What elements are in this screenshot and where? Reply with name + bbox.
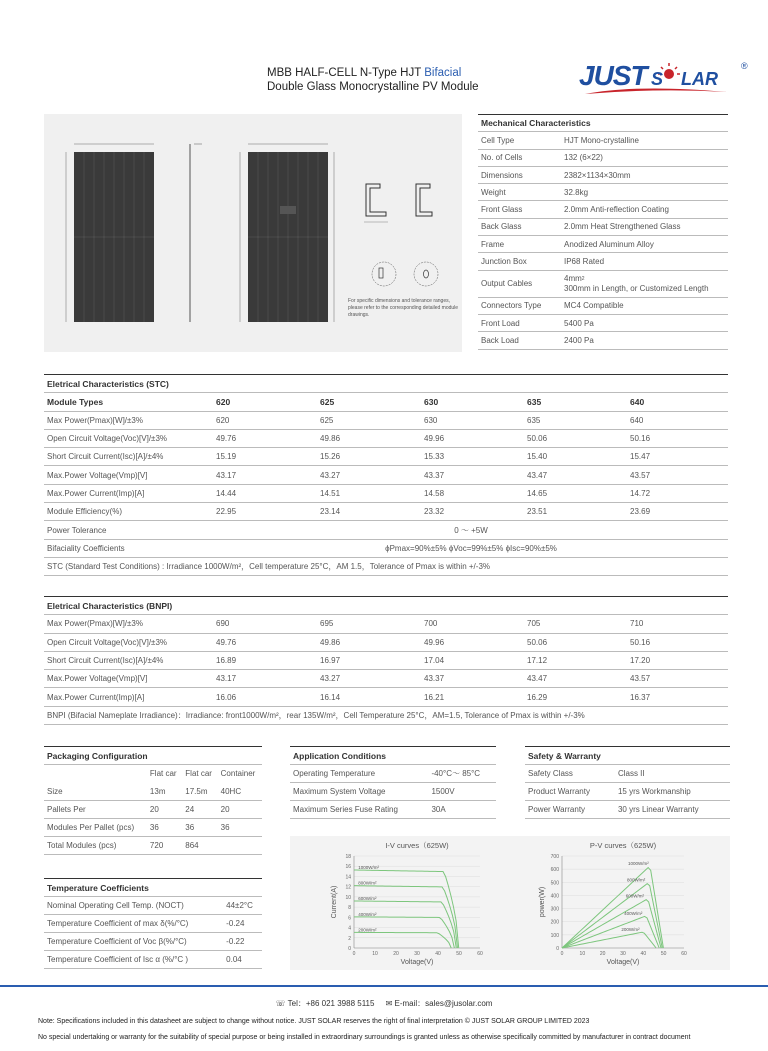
stc-cell: 43.47 bbox=[525, 466, 628, 484]
phone-text: Tel：+86 021 3988 5115 bbox=[287, 999, 375, 1008]
stc-header: Module Types bbox=[44, 393, 214, 411]
x-axis-label: Voltage(V) bbox=[606, 959, 640, 966]
bnpi-cell: 710 bbox=[628, 615, 728, 633]
bnpi-row bbox=[44, 651, 728, 669]
mech-value: 32.8kg bbox=[562, 184, 728, 201]
bnpi-note: BNPI (Bifacial Nameplate Irradiance)：Irradiance: front1000W/m²，rear 135W/m²，Cell Temperature 25°C，AM=1.5, Tolerance of Pmax is within +/-3% bbox=[44, 706, 728, 724]
safety-value: 15 yrs Workmanship bbox=[615, 783, 730, 801]
bnpi-label: Max.Power Voltage(Vmp)[V] bbox=[44, 670, 214, 688]
svg-text:JUST: JUST bbox=[579, 60, 647, 91]
stc-cell: 43.27 bbox=[318, 466, 422, 484]
y-tick-label: 14 bbox=[345, 874, 351, 881]
stc-cell: 15.19 bbox=[214, 448, 318, 466]
phone-icon: ☏ bbox=[275, 999, 286, 1008]
mech-label: Frame bbox=[478, 236, 562, 253]
safety-label: Product Warranty bbox=[525, 783, 615, 801]
stc-cell: 43.57 bbox=[628, 466, 728, 484]
stc-label: Open Circuit Voltage(Voc)[V]/±3% bbox=[44, 429, 214, 447]
electrical-bnpi-table bbox=[44, 596, 728, 725]
app-label: Operating Temperature bbox=[290, 765, 428, 783]
stc-cell: 49.96 bbox=[422, 429, 525, 447]
packaging-configuration bbox=[44, 746, 262, 855]
app-value: -40°C～ 85°C bbox=[428, 765, 496, 783]
power-tolerance-value: 0 ～ +5W bbox=[214, 521, 728, 539]
bnpi-cell: 17.04 bbox=[422, 651, 525, 669]
stc-cell: 15.40 bbox=[525, 448, 628, 466]
bnpi-cell: 705 bbox=[525, 615, 628, 633]
chart-title: P-V curves（625W) bbox=[589, 841, 657, 850]
stc-header: 635 bbox=[525, 393, 628, 411]
bnpi-cell: 43.47 bbox=[525, 670, 628, 688]
stc-label: Bifaciality Coefficients bbox=[44, 539, 214, 557]
series-line bbox=[354, 901, 456, 948]
y-tick-label: 12 bbox=[345, 884, 351, 891]
stc-row bbox=[44, 484, 728, 502]
bnpi-cell: 17.20 bbox=[628, 651, 728, 669]
mech-label: Junction Box bbox=[478, 253, 562, 270]
stc-title: Eletrical Characteristics (STC) bbox=[44, 375, 728, 393]
module-drawings bbox=[44, 114, 462, 352]
footer-divider bbox=[0, 985, 768, 987]
stc-cell: 14.44 bbox=[214, 484, 318, 502]
temp-label: Temperature Coefficient of Voc β(%/°C) bbox=[44, 933, 223, 951]
mech-value: Anodized Aluminum Alloy bbox=[562, 236, 728, 253]
pack-cell: 20 bbox=[218, 801, 262, 819]
x-axis-label: Voltage(V) bbox=[400, 959, 434, 966]
bnpi-cell: 16.37 bbox=[628, 688, 728, 706]
bnpi-label: Short Circuit Current(Isc)[A]/±4% bbox=[44, 651, 214, 669]
stc-cell: 15.33 bbox=[422, 448, 525, 466]
bnpi-title: Eletrical Characteristics (BNPI) bbox=[44, 597, 728, 615]
stc-cell: 23.51 bbox=[525, 503, 628, 521]
bnpi-cell: 16.89 bbox=[214, 651, 318, 669]
bnpi-cell: 49.96 bbox=[422, 633, 525, 651]
bnpi-cell: 16.21 bbox=[422, 688, 525, 706]
temp-value: 44±2°C bbox=[223, 897, 262, 915]
pack-col-header: Flat car bbox=[185, 769, 212, 779]
bnpi-cell: 700 bbox=[422, 615, 525, 633]
bnpi-label: Open Circuit Voltage(Voc)[V]/±3% bbox=[44, 633, 214, 651]
datasheet-title-line1: MBB HALF-CELL N-Type HJT Bifacial bbox=[267, 67, 462, 79]
stc-cell: 15.47 bbox=[628, 448, 728, 466]
pack-col-header: Flat car bbox=[149, 769, 177, 779]
safety-value: 30 yrs Linear Warranty bbox=[615, 801, 730, 819]
pack-label: Pallets Per bbox=[44, 801, 147, 819]
series-label: 800W/m² bbox=[627, 877, 646, 883]
x-tick-label: 0 bbox=[560, 951, 564, 957]
bifaciality-value: ϕPmax=90%±5% ϕVoc=99%±5% ϕIsc=90%±5% bbox=[214, 539, 728, 557]
stc-cell: 49.86 bbox=[318, 429, 422, 447]
y-tick-label: 100 bbox=[550, 932, 559, 939]
bnpi-cell: 43.37 bbox=[422, 670, 525, 688]
mech-value: 5400 Pa bbox=[562, 314, 728, 331]
series-label: 200W/m² bbox=[621, 926, 640, 932]
y-tick-label: 10 bbox=[345, 894, 351, 901]
y-tick-label: 400 bbox=[550, 893, 559, 900]
bnpi-cell: 43.17 bbox=[214, 670, 318, 688]
stc-cell: 23.32 bbox=[422, 503, 525, 521]
x-tick-label: 10 bbox=[372, 951, 378, 957]
stc-header: 640 bbox=[628, 393, 728, 411]
stc-cell: 50.06 bbox=[525, 429, 628, 447]
contact-info bbox=[0, 998, 768, 1009]
bnpi-cell: 50.16 bbox=[628, 633, 728, 651]
pack-cell bbox=[218, 837, 262, 855]
stc-cell: 43.37 bbox=[422, 466, 525, 484]
pack-cell: 40HC bbox=[218, 783, 262, 801]
mech-label: No. of Cells bbox=[478, 149, 562, 166]
temperature-title: Temperature Coefficients bbox=[44, 879, 262, 897]
bnpi-cell: 50.06 bbox=[525, 633, 628, 651]
series-label: 1000W/m² bbox=[358, 865, 379, 871]
mech-label: Output Cables bbox=[478, 270, 562, 297]
stc-row bbox=[44, 521, 728, 539]
y-tick-label: 600 bbox=[550, 867, 559, 874]
stc-cell: 630 bbox=[422, 411, 525, 429]
iv-pv-charts bbox=[290, 836, 730, 970]
pack-col-header bbox=[44, 765, 147, 783]
pack-cell: 720 bbox=[147, 837, 182, 855]
stc-row bbox=[44, 466, 728, 484]
y-tick-label: 8 bbox=[348, 905, 351, 912]
mech-label: Connectors Type bbox=[478, 297, 562, 314]
safety-label: Power Warranty bbox=[525, 801, 615, 819]
y-tick-label: 300 bbox=[550, 906, 559, 913]
stc-header: 620 bbox=[214, 393, 318, 411]
x-tick-label: 50 bbox=[456, 951, 462, 957]
svg-text:®: ® bbox=[741, 61, 748, 71]
x-tick-label: 20 bbox=[599, 951, 606, 957]
y-tick-label: 500 bbox=[550, 880, 559, 887]
stc-cell: 23.69 bbox=[628, 503, 728, 521]
temperature-coefficients bbox=[44, 878, 262, 969]
pack-cell: 36 bbox=[147, 819, 182, 837]
stc-label: Short Circuit Current(Isc)[A]/±4% bbox=[44, 448, 214, 466]
x-tick-label: 10 bbox=[579, 951, 586, 957]
stc-cell: 22.95 bbox=[214, 503, 318, 521]
stc-cell: 15.26 bbox=[318, 448, 422, 466]
bnpi-label: Max.Power Current(Imp)[A] bbox=[44, 688, 214, 706]
app-label: Maximum System Voltage bbox=[290, 783, 428, 801]
y-axis-label: power(W) bbox=[539, 886, 546, 918]
pack-cell: 36 bbox=[182, 819, 217, 837]
pack-label: Modules Per Pallet (pcs) bbox=[44, 819, 147, 837]
mech-value: 2400 Pa bbox=[562, 332, 728, 349]
bnpi-cell: 16.06 bbox=[214, 688, 318, 706]
bnpi-row bbox=[44, 670, 728, 688]
stc-cell: 23.14 bbox=[318, 503, 422, 521]
stc-cell: 43.17 bbox=[214, 466, 318, 484]
stc-row bbox=[44, 429, 728, 447]
stc-row bbox=[44, 503, 728, 521]
datasheet-title-line2: Double Glass Monocrystalline PV Module bbox=[267, 81, 479, 93]
footer-note-2: No special undertaking or warranty for the suitability of special purpose or being installed in extraordinary surroundings is granted unless as otherwise specifically committed by manufacturer in contract document bbox=[38, 1034, 691, 1041]
svg-text:LAR: LAR bbox=[681, 69, 718, 89]
bnpi-row bbox=[44, 615, 728, 633]
app-value: 1500V bbox=[428, 783, 496, 801]
series-label: 800W/m² bbox=[358, 880, 377, 886]
x-tick-label: 30 bbox=[620, 951, 626, 957]
x-tick-label: 40 bbox=[640, 951, 647, 957]
stc-row bbox=[44, 448, 728, 466]
y-axis-label: Current(A) bbox=[331, 885, 338, 919]
series-line bbox=[562, 900, 661, 948]
stc-cell: 49.76 bbox=[214, 429, 318, 447]
mech-value: 2.0mm Anti-reflection Coating bbox=[562, 201, 728, 218]
y-tick-label: 4 bbox=[348, 925, 351, 932]
y-tick-label: 6 bbox=[348, 915, 351, 922]
footer-note-1: Note: Specifications included in this datasheet are subject to change without notice. JUST SOLAR reserves the right of final interpretation © JUST SOLAR GROUP LIMITED 2023 bbox=[38, 1018, 590, 1025]
pack-label: Total Modules (pcs) bbox=[44, 837, 147, 855]
pack-col-header: Container bbox=[220, 769, 256, 779]
bnpi-cell: 43.57 bbox=[628, 670, 728, 688]
series-label: 400W/m² bbox=[358, 911, 377, 917]
stc-cell: 620 bbox=[214, 411, 318, 429]
stc-cell: 14.65 bbox=[525, 484, 628, 502]
mech-label: Weight bbox=[478, 184, 562, 201]
pack-cell: 20 bbox=[147, 801, 182, 819]
pack-cell: 36 bbox=[218, 819, 262, 837]
stc-label: Max Power(Pmax)[W]/±3% bbox=[44, 411, 214, 429]
mech-value: IP68 Rated bbox=[562, 253, 728, 270]
application-conditions bbox=[290, 746, 496, 819]
safety-label: Safety Class bbox=[525, 765, 615, 783]
bnpi-cell: 16.97 bbox=[318, 651, 422, 669]
stc-cell: 625 bbox=[318, 411, 422, 429]
bnpi-cell: 690 bbox=[214, 615, 318, 633]
email-text: E-mail：sales@jusolar.com bbox=[394, 999, 493, 1008]
bnpi-cell: 17.12 bbox=[525, 651, 628, 669]
mech-value: 132 (6×22) bbox=[562, 149, 728, 166]
temp-label: Temperature Coefficient of Isc α (%/°C ) bbox=[44, 951, 223, 969]
stc-note: STC (Standard Test Conditions) : Irradiance 1000W/m²，Cell temperature 25°C，AM 1.5，Tolerance of Pmax is within +/-3% bbox=[44, 557, 728, 575]
stc-label: Max.Power Voltage(Vmp)[V] bbox=[44, 466, 214, 484]
pack-label: Size bbox=[44, 783, 147, 801]
application-title: Application Conditions bbox=[290, 747, 496, 765]
safety-value: Class II bbox=[615, 765, 730, 783]
temp-label: Temperature Coefficient of max δ(%/°C) bbox=[44, 915, 223, 933]
stc-header: 625 bbox=[318, 393, 422, 411]
y-tick-label: 0 bbox=[556, 946, 559, 952]
y-tick-label: 700 bbox=[550, 854, 559, 860]
svg-text:S: S bbox=[651, 69, 664, 89]
drawing-note: For specific dimensions and tolerance ranges, please refer to the corresponding detailed module drawings. bbox=[348, 298, 459, 318]
mech-value: 2382×1134×30mm bbox=[562, 166, 728, 183]
pack-cell: 24 bbox=[182, 801, 217, 819]
y-tick-label: 2 bbox=[348, 935, 351, 942]
x-tick-label: 50 bbox=[660, 951, 667, 957]
app-value: 30A bbox=[428, 801, 496, 819]
temp-label: Nominal Operating Cell Temp. (NOCT) bbox=[44, 897, 223, 915]
temp-value: 0.04 bbox=[223, 951, 262, 969]
mech-value: 2.0mm Heat Strengthened Glass bbox=[562, 218, 728, 235]
bnpi-cell: 49.86 bbox=[318, 633, 422, 651]
stc-cell: 635 bbox=[525, 411, 628, 429]
charts-svg bbox=[290, 836, 730, 970]
just-solar-logo bbox=[577, 58, 757, 98]
series-label: 1000W/m² bbox=[627, 860, 649, 866]
bnpi-label: Max Power(Pmax)[W]/±3% bbox=[44, 615, 214, 633]
mech-label: Back Load bbox=[478, 332, 562, 349]
electrical-stc-table bbox=[44, 374, 728, 576]
series-label: 600W/m² bbox=[625, 893, 645, 899]
x-tick-label: 60 bbox=[681, 951, 687, 957]
y-tick-label: 200 bbox=[550, 919, 559, 926]
y-tick-label: 16 bbox=[345, 864, 351, 871]
stc-cell: 14.72 bbox=[628, 484, 728, 502]
bnpi-cell: 49.76 bbox=[214, 633, 318, 651]
mech-label: Front Glass bbox=[478, 201, 562, 218]
mech-value: MC4 Compatible bbox=[562, 297, 728, 314]
stc-label: Module Efficiency(%) bbox=[44, 503, 214, 521]
mech-label: Front Load bbox=[478, 314, 562, 331]
pack-cell: 864 bbox=[182, 837, 217, 855]
stc-cell: 50.16 bbox=[628, 429, 728, 447]
packaging-title: Packaging Configuration bbox=[44, 747, 262, 765]
x-tick-label: 60 bbox=[477, 951, 483, 957]
email-icon: ✉ bbox=[385, 999, 393, 1008]
stc-cell: 640 bbox=[628, 411, 728, 429]
y-tick-label: 0 bbox=[348, 946, 351, 952]
series-label: 200W/m² bbox=[358, 927, 377, 933]
series-label: 400W/m² bbox=[624, 910, 643, 916]
stc-label: Power Tolerance bbox=[44, 521, 214, 539]
stc-row bbox=[44, 539, 728, 557]
mechanical-characteristics bbox=[478, 114, 728, 350]
pack-cell: 17.5m bbox=[182, 783, 217, 801]
chart-title: I-V curves（625W) bbox=[385, 841, 449, 850]
bnpi-cell: 16.14 bbox=[318, 688, 422, 706]
bnpi-cell: 16.29 bbox=[525, 688, 628, 706]
temp-value: -0.22 bbox=[223, 933, 262, 951]
stc-row bbox=[44, 411, 728, 429]
x-tick-label: 20 bbox=[393, 951, 399, 957]
bnpi-cell: 43.27 bbox=[318, 670, 422, 688]
bnpi-cell: 695 bbox=[318, 615, 422, 633]
series-line bbox=[562, 916, 659, 948]
mechanical-title: Mechanical Characteristics bbox=[478, 115, 728, 132]
mech-label: Dimensions bbox=[478, 166, 562, 183]
x-tick-label: 40 bbox=[435, 951, 441, 957]
series-label: 600W/m² bbox=[358, 895, 377, 901]
x-tick-label: 30 bbox=[414, 951, 420, 957]
stc-cell: 14.51 bbox=[318, 484, 422, 502]
safety-title: Safety & Warranty bbox=[525, 747, 730, 765]
series-line bbox=[354, 932, 451, 948]
mech-label: Back Glass bbox=[478, 218, 562, 235]
y-tick-label: 18 bbox=[345, 854, 351, 860]
stc-header: 630 bbox=[422, 393, 525, 411]
mech-value: HJT Mono-crystalline bbox=[562, 132, 728, 149]
stc-cell: 14.58 bbox=[422, 484, 525, 502]
mech-value-output-cables: $4mm^2$ 300mm in Length, or Customized Length bbox=[562, 270, 728, 297]
app-label: Maximum Series Fuse Rating bbox=[290, 801, 428, 819]
pack-cell: 13m bbox=[147, 783, 182, 801]
safety-warranty bbox=[525, 746, 730, 819]
x-tick-label: 0 bbox=[352, 951, 356, 957]
mech-label: Cell Type bbox=[478, 132, 562, 149]
stc-label: Max.Power Current(Imp)[A] bbox=[44, 484, 214, 502]
temp-value: -0.24 bbox=[223, 915, 262, 933]
bnpi-row bbox=[44, 688, 728, 706]
bnpi-row bbox=[44, 633, 728, 651]
